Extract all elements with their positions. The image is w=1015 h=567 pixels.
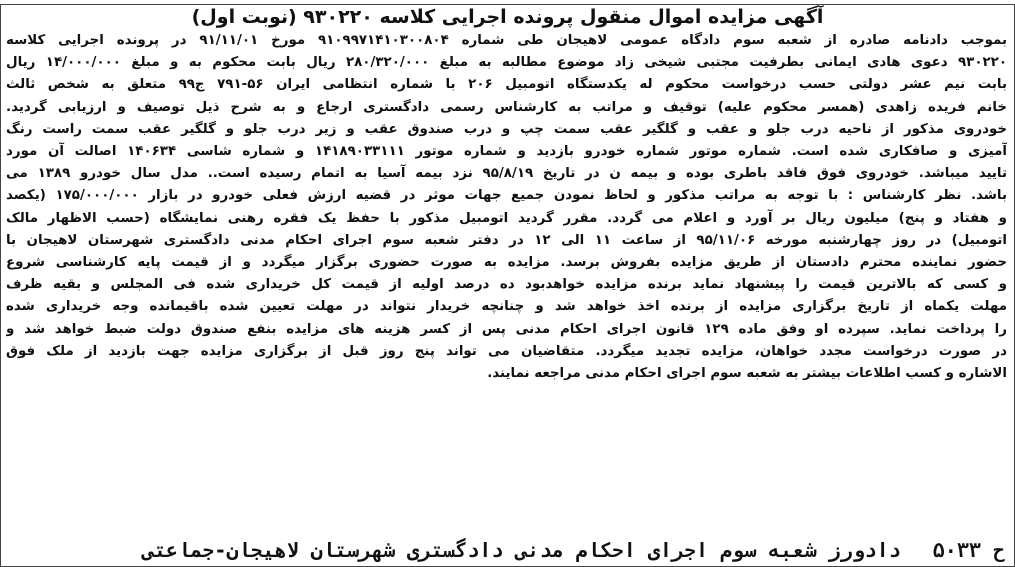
notice-line: الاشاره و کسب اطلاعات بیشتر به شعبه سوم اجرای احکام مدنی مراجعه نمایند. bbox=[487, 366, 1007, 382]
notice-line: خانم فریده زاهدی (همسر محکوم علیه) توقیف و مراتب به کارشناس رسمی دادگستری ارجاع و به شرح ذیل توصیف و ارزیابی گردید. bbox=[6, 99, 1007, 115]
notice-line: حضور نماینده محترم دادستان از طریق مزایده بفروش برسد. مزایده به صورت حضوری برگزار میگردد و از قیمت پایه کارشناسی شروع bbox=[6, 255, 1007, 271]
notice-footer bbox=[0, 535, 1015, 565]
notice-signature: دادورز شعبه سوم اجرای احکام مدنی دادگستری شهرستان لاهیجان-جماعتی bbox=[142, 538, 901, 562]
notice-line: مهلت یکماه از تاریخ برگزاری مزایده از برنده اخذ خواهد شد و چنانچه خریدار نتواند در مهلت تعیین شده باقیمانده وجه خریداری شده bbox=[6, 299, 1007, 315]
notice-line: در صورت درخواست مجدد خواهان، مزایده تجدید میگردد. متقاضیان می تواند پنج روز قبل از برگزاری مزایده جهت بازدید از ملک فوق bbox=[6, 343, 1007, 359]
notice-line: آمیزی و صافکاری شده است. شماره موتور شماره خودرو بازدید و شماره موتور ۱۴۱۸۹۰۳۳۱۱۱ و شماره شاسی ۱۴۰۶۳۴ اصالت آن مورد bbox=[6, 144, 1007, 160]
notice-line: ۹۳۰۲۲۰ دعوی هادی ایمانی بطرفیت مجتبی شیخی زاد موضوع مطالبه به مبلغ ۲۸۰/۳۲۰/۰۰۰ ریال بابت محکوم به و مبلغ ۱۴/۰۰۰/۰۰۰ ریال bbox=[6, 55, 1007, 71]
notice-code: ح ۵۰۳۳ bbox=[932, 538, 1005, 562]
notice-page bbox=[0, 4, 1015, 567]
notice-line: بابت نیم عشر دولتی حسب درخواست محکوم له یکدستگاه اتومبیل ۲۰۶ با شماره انتظامی ایران ۵۶-۷۹۱ ج۹۹ متعلق به شخص ثالث bbox=[6, 77, 1007, 93]
notice-line: باشد. نظر کارشناس : با توجه به مراتب مذکور و لحاظ نمودن جمیع جهات موثر در قضیه ارزش فعلی خودرو در بازار ۱۷۵/۰۰۰/۰۰۰ (یکصد bbox=[6, 188, 1007, 204]
notice-line: تایید میباشد. خودروی فوق فاقد باطری بوده و بیمه ن در تاریخ ۹۵/۸/۱۹ نزد بیمه آسیا به اتمام رسیده است.. مدل سال خودرو ۱۳۸۹ می bbox=[6, 166, 1007, 182]
notice-line: و کسی که بالاترین قیمت را پیشنهاد نماید برنده مزایده خواهدبود ده درصد اولیه از قیمت کل خریداری شده فی المجلس و بقیه ظرف bbox=[6, 277, 1007, 293]
notice-line: خودروی مذکور از ناحیه درب جلو و عقب و گلگیر عقب سمت چپ و درب صندوق عقب و زیر درب جلو و گلگیر عقب سمت راست رنگ bbox=[6, 121, 1007, 137]
notice-line: بموجب دادنامه صادره از شعبه سوم دادگاه عمومی لاهیجان طی شماره ۹۱۰۹۹۷۱۴۱۰۳۰۰۸۰۴ مورخ ۹۱/۱۱/۰۱ در پرونده اجرایی کلاسه bbox=[6, 33, 1007, 48]
notice-line: اتومبیل) در روز چهارشنبه مورخه ۹۵/۱۱/۰۶ از ساعت ۱۱ الی ۱۲ در دفتر شعبه سوم اجرای احکام مدنی دادگستری شهرستان لاهیجان با bbox=[6, 232, 1007, 248]
notice-title: آگهی مزایده اموال منقول پرونده اجرایی کلاسه ۹۳۰۲۲۰ (نوبت اول) bbox=[191, 6, 824, 28]
notice-line: و هفتاد و پنج) میلیون ریال بر آورد و اعلام می گردد. مقرر گردید اتومبیل مذکور با حفظ یک فقره رهنی نمایشگاه (حسب الاظهار مالک bbox=[6, 210, 1007, 226]
notice-border bbox=[0, 4, 1015, 567]
notice-line: را پرداخت نماید. سپرده او وفق ماده ۱۲۹ قانون اجرای احکام مدنی پس از کسر هزینه های مزایده بنفع صندوق دولت ضبط خواهد شد و bbox=[6, 321, 1007, 337]
